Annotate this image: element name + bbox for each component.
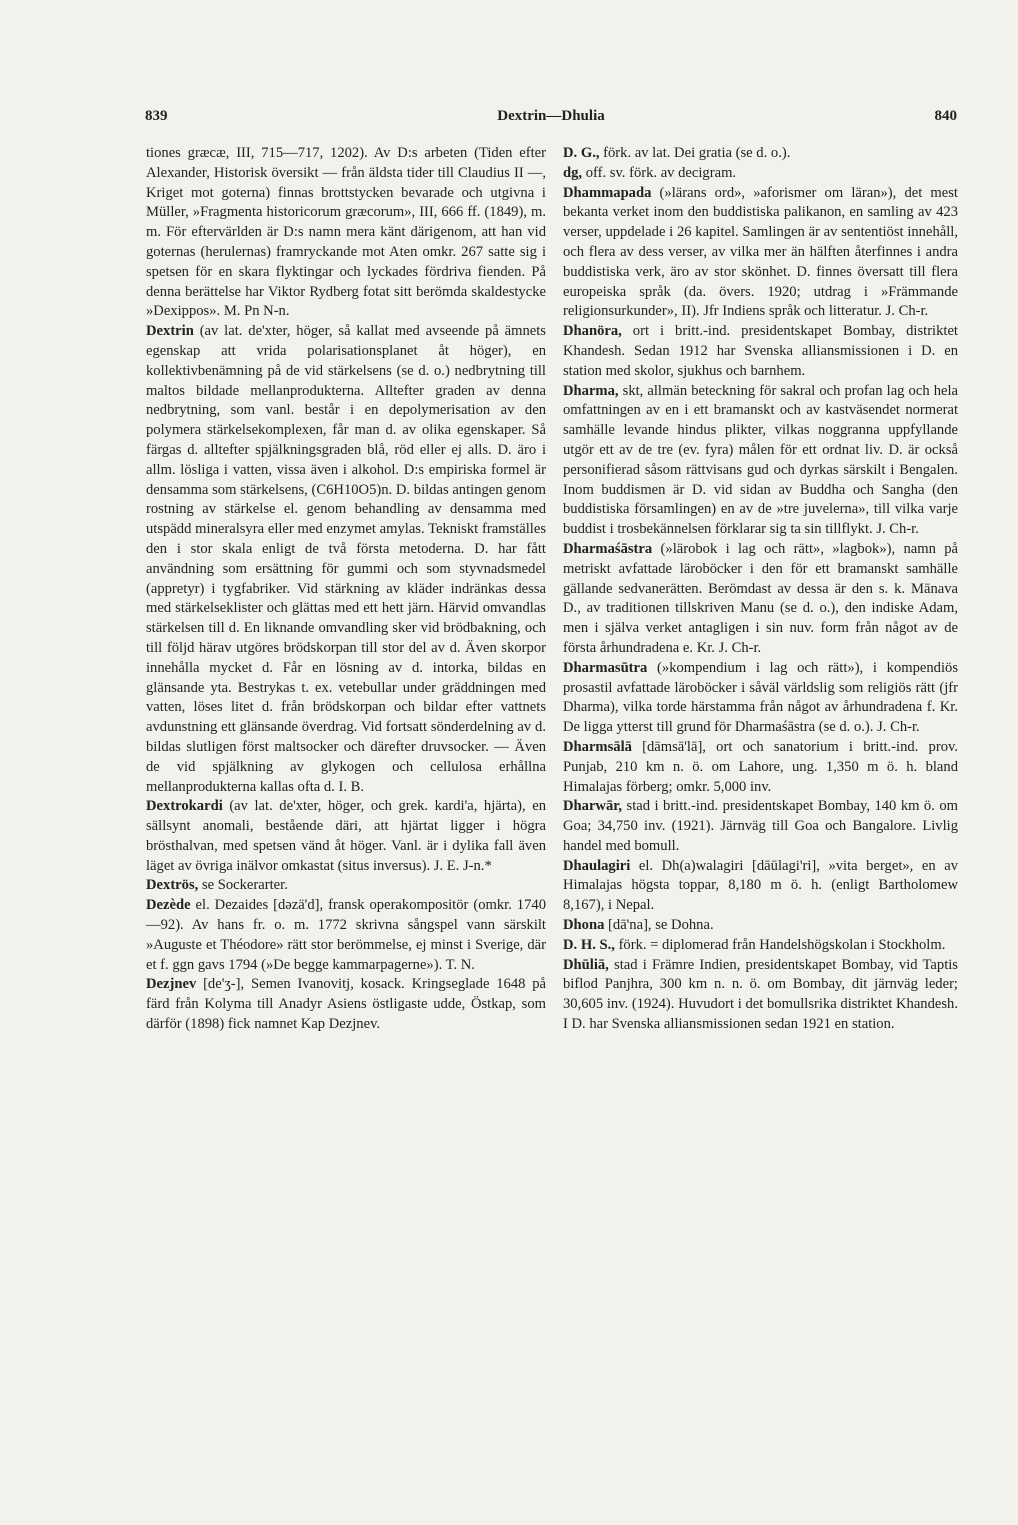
entry bbox=[146, 975, 546, 1034]
entry-headword: Dharma, bbox=[563, 382, 619, 399]
entry bbox=[563, 382, 958, 540]
entry-text: förk. = diplomerad från Handelshögskolan i Stockholm. bbox=[618, 936, 946, 953]
entry-headword: Dextrös, bbox=[146, 877, 199, 894]
entry-text: ort i britt.-ind. presidentskapet Bombay, distriktet Khandesh. Sedan 1912 har Svenska alliansmissionen i D. en station med skolor, sjukhus och barnhem. bbox=[563, 323, 958, 379]
entry-text: (»lärans ord», »aforismer om läran»), det mest bekanta verket inom den buddistiska palikanon, en samling av 423 verser, uppdelade i 26 kapitel. Samlingen är av sententiöst innehåll, och flera av dess verser, av vilka mer än hälften återfinnes i andra buddistiska verk, äro av stor skönhet. D. finnes översatt till flera europeiska språk (da. övers. 1920; utdrag i »Främmande religionsurkunder», II). Jfr Indiens språk och litteratur. bbox=[563, 184, 958, 320]
entry-headword: Dharmaśāstra bbox=[563, 540, 653, 557]
entry bbox=[563, 184, 958, 323]
left-column bbox=[146, 144, 546, 1035]
entry-text: stad i Främre Indien, presidentskapet Bombay, vid Taptis biflod Panjhra, 300 km n. n. ö. om Bombay, dit järnväg leder; 30,605 inv. (1924). Huvudort i det bomullsrika distriktet Khandesh. I D. har Svenska alliansmissionen sedan 1921 en station. bbox=[563, 956, 958, 1033]
entry-headword: Dezjnev bbox=[146, 976, 197, 993]
entry bbox=[563, 936, 958, 956]
entry bbox=[563, 857, 958, 916]
entry-headword: Dezède bbox=[146, 897, 191, 914]
page-number-right: 840 bbox=[934, 108, 957, 124]
entry-headword: Dharmasūtra bbox=[563, 659, 648, 676]
entry-signature: T. N. bbox=[445, 956, 475, 973]
entry-text: (av lat. de'xter, höger, och grek. kardi'a, hjärta), en sällsynt anomali, bestående däri, att hjärtat ligger i högra brösthalvan, med spetsen vänd åt höger. Vanl. är i dylika fall även läget av övriga inälvor omkastat (situs inversus). bbox=[146, 798, 546, 874]
continuation-text: tiones græcæ, III, 715—717, 1202). Av D:s arbeten (Tiden efter Alexander, Historisk översikt — från äldsta tider till Claudius II —, Kriget mot goterna) finnas brottstycken bevarade och utgivna i Müller, »Fragmenta historicorum græcorum», III, 666 ff. (1849), m. m. För eftervärlden är D:s namn mera känt därigenom, att han vid goternas (herulernas) framryckande mot Aten omkr. 267 satte sig i spetsen för en skara flyktingar och lyckades fördriva fienden. På denna berättelse har Viktor Rydberg fotat sitt berömda skaldestycke »Dexippos». M. Pn N-n. bbox=[146, 145, 546, 320]
entry-text: förk. av lat. Dei gratia (se d. o.). bbox=[603, 145, 791, 161]
entry bbox=[563, 916, 958, 936]
entry-signature: J. Ch-r. bbox=[718, 639, 762, 656]
entry-text: se Sockerarter. bbox=[201, 877, 288, 894]
entry bbox=[563, 164, 958, 184]
entry-signature: J. E. J-n.* bbox=[433, 857, 492, 874]
page-number-left: 839 bbox=[145, 108, 168, 124]
entry-text: el. Dh(a)walagiri [dāūlagi'ri], »vita berget», en av Himalajas högsta toppar, 8,180 m ö. h. (enligt Bartholomew 8,167), i Nepal. bbox=[563, 857, 958, 914]
entry-text: (av lat. de'xter, höger, så kallat med avseende på ämnets egenskap att vrida polarisationsplanet åt höger), en kollektivbenämning på de vid stärkelsens (se d. o.) nedbrytning till maltos bildade mellanprodukterna. Alltefter graden av denna nedbrytning, som vanl. består i en depolymerisation av den polymera stärkelsekomplexen, får man d. av olika egenskaper. Så färgas d. alltefter spjälkningsgraden blå, röd eller ej alls. D. äro i allm. lösliga i vatten, vissa även i alkohol. D:s empiriska formel är densamma som stärkelsens, (C6H10O5)n. D. bildas antingen genom rostning av stärkelse el. genom behandling av densamma med utspädd mineralsyra eller med enzymet amylas. Tekniskt framställes den i stor skala enligt de två första metoderna. D. har fått användning som ersättning för gummi och som styvnadsmedel (appretyr) i tygfabriker. Vid stärkning av kläder indränkas dessa med stärkelseklister och glättas med ett hett järn. Härvid omvandlas stärkelsen till d. En liknande omvandling sker vid brödbakning, och till följd härav utgöres brödskorpan till stor del av d. Även skorpor innehålla mycket d. Får en lösning av d. intorka, bildas en glänsande yta. Bestrykas t. ex. vetebullar under gräddningen med vatten, löses litet d. från brödskorpan och bildar efter vattnets avdunstning ett glänsande överdrag. Vid fortsatt sönderdelning av d. bildas slutligen först maltsocker och därefter druvsocker. — Även de vid spjälkning av glykogen och cellulosa erhållna mellanprodukterna kallas ofta d. bbox=[146, 323, 546, 795]
entry-text: (»kompendium i lag och rätt»), i kompendiös prosastil avfattade läroböcker i såväl världslig som religiös rätt (jfr Dharma), vilka torde härstamma från något av århundradena f. Kr. De ligga ytterst till grund för Dharmaśāstra (se d. o.). bbox=[563, 659, 958, 736]
entry bbox=[146, 896, 546, 975]
entry bbox=[563, 540, 958, 659]
entry-text: stad i britt.-ind. presidentskapet Bombay, 140 km ö. om Goa; 34,750 inv. (1921). Järnväg till Goa och Bangalore. Livlig handel med bomull. bbox=[563, 798, 958, 854]
entry bbox=[563, 659, 958, 738]
right-column bbox=[563, 144, 958, 1035]
entry-text: [de'ʒ-], Semen Ivanovitj, kosack. Kringseglade 1648 på färd från Kolyma till Anadyr Asiens östligaste udde, Östkap, som därför (1898) fick namnet Kap Dezjnev. bbox=[146, 976, 546, 1033]
entry bbox=[146, 322, 546, 797]
entry-text: el. Dezaides [dəzä'd], fransk operakompositör (omkr. 1740—92). Av hans fr. o. m. 1772 skrivna sångspel vann särskilt »Auguste et Théodore» rätt stor berömmelse, ej minst i Sverige, där et f. ggn gavs 1794 (»De begge kammarpagerne»). bbox=[146, 897, 546, 973]
entry bbox=[146, 876, 546, 896]
entry-headword: Dhaulagiri bbox=[563, 857, 631, 874]
entry-headword: Dharwār, bbox=[563, 798, 623, 815]
entry-headword: Dharmsālā bbox=[563, 738, 632, 755]
entry-headword: D. H. S., bbox=[563, 936, 615, 953]
entry bbox=[563, 956, 958, 1035]
entry bbox=[563, 322, 958, 381]
entry-signature: J. Ch-r. bbox=[885, 303, 929, 320]
entry-text: skt, allmän beteckning för sakral och profan lag och hela omfattningen av en i ett bramanskt och av kastväsendet normerat samhälle levande hindus plikter, vilkas noggranna uppfyllande utgör ett av de tre (ev. fyra) målen för ett ordnat liv. D. är också personifierad såsom rättvisans gud och dyrkas särskilt i Bengalen. Inom buddismen är D. vid sidan av Buddha och Sangha (den buddistiska församlingen) en av de »tre juvelerna», till vilka varje buddist i trosbekännelsen förklarar sig ta sin tillflykt. bbox=[563, 382, 959, 538]
entry-text: (»lärobok i lag och rätt», »lagbok»), namn på metriskt avfattade läroböcker i den för ett bramanskt samhälle gällande sedvanerätten. Berömdast av dessa är den s. k. Mānava D., av traditionen tillskriven Manu (se d. o.), den indiske Adam, men i själva verket antagligen i sin nuv. form från något av de första århundradena e. Kr. bbox=[563, 540, 958, 656]
entry-signature: J. Ch-r. bbox=[877, 719, 920, 736]
entry-headword: Dhūliā, bbox=[563, 956, 609, 973]
entry-headword: dg, bbox=[563, 164, 583, 181]
entry-text: [dā'na], se Dohna. bbox=[608, 917, 714, 934]
entry bbox=[563, 738, 958, 797]
page-title: Dextrin—Dhulia bbox=[497, 108, 605, 124]
entry-headword: Dhanöra, bbox=[563, 323, 622, 340]
entry-signature: I. B. bbox=[338, 778, 365, 795]
entry-text: off. sv. förk. av decigram. bbox=[585, 164, 737, 181]
entry bbox=[146, 797, 546, 876]
entry-headword: D. G., bbox=[563, 145, 600, 161]
entry-text: [dāmsā'lā], ort och sanatorium i britt.-ind. prov. Punjab, 210 km n. ö. om Lahore, ung. 1,350 m ö. h. bland Himalajas förberg; omkr. 5,000 inv. bbox=[563, 738, 958, 795]
running-header bbox=[145, 108, 957, 132]
entry bbox=[563, 797, 958, 856]
entry bbox=[563, 144, 958, 164]
entry-headword: Dhona bbox=[563, 917, 605, 934]
entry-headword: Dextrin bbox=[146, 323, 194, 340]
entry-headword: Dhammapada bbox=[563, 184, 652, 201]
entry-signature: J. Ch-r. bbox=[876, 521, 919, 538]
entry-headword: Dextrokardi bbox=[146, 798, 223, 815]
